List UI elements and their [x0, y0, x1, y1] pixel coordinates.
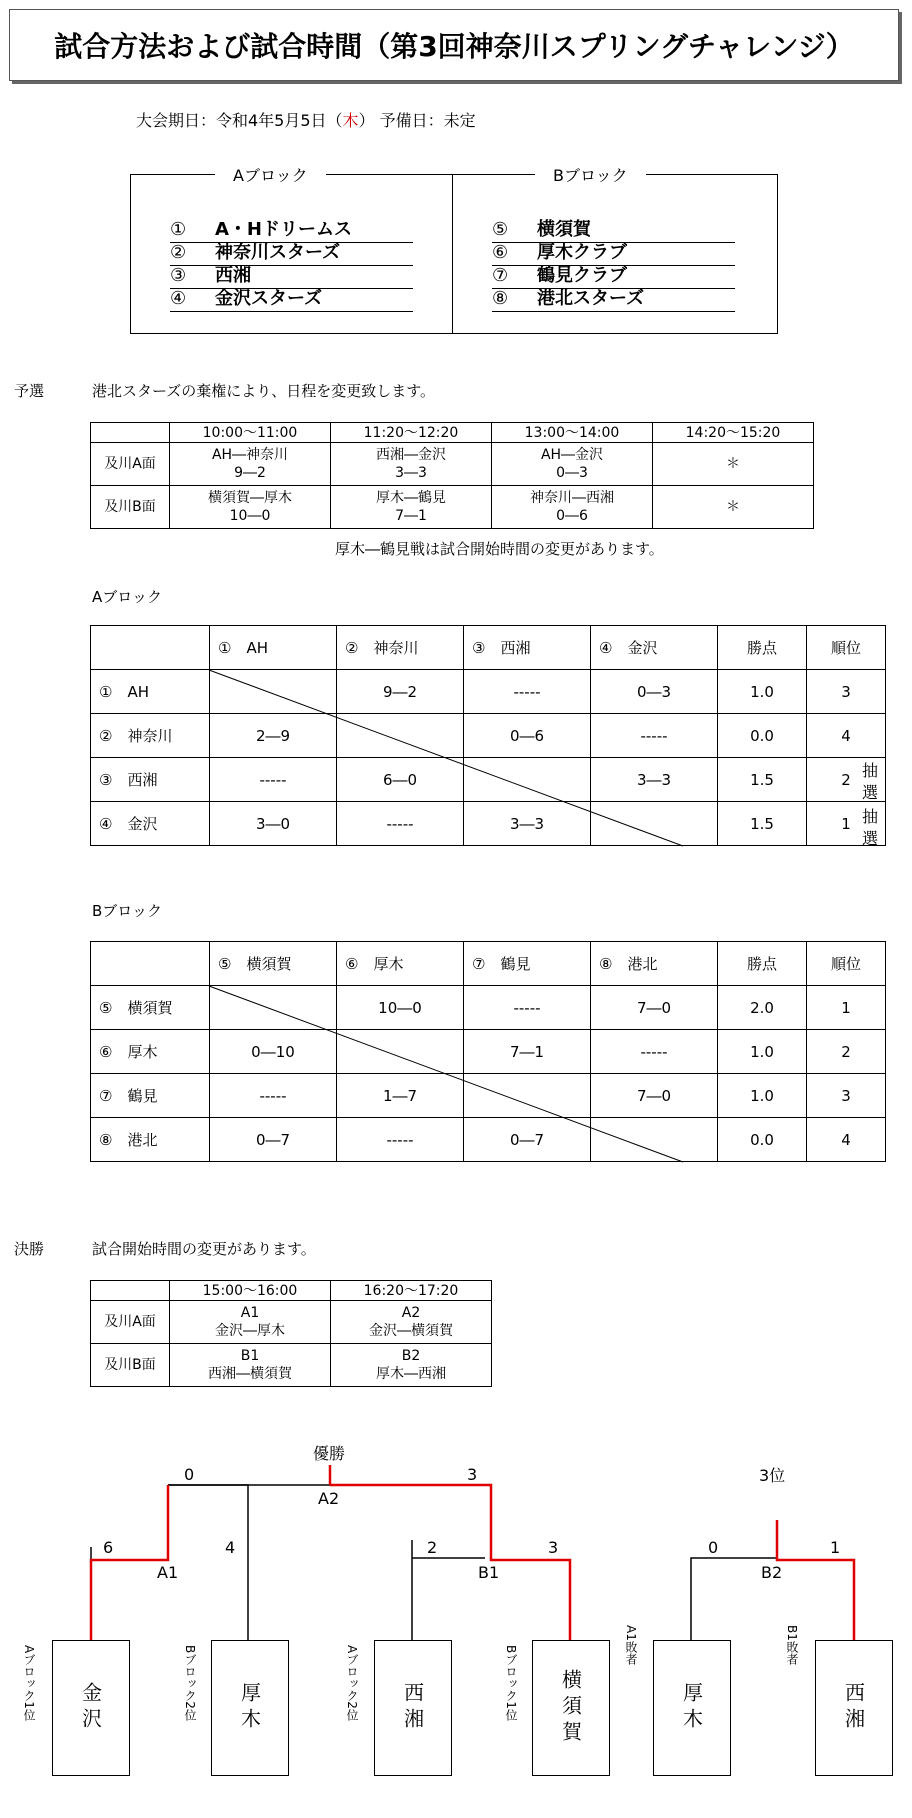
a2-label: A2: [318, 1489, 340, 1508]
match-cell: AH―神奈川 9―2: [170, 443, 331, 486]
seed-label: Bブロック2位: [183, 1645, 197, 1721]
match-cell: ＊: [653, 486, 814, 529]
table-row: ③ 西湘 ----- 6―0 3―3 1.5 2: [91, 758, 886, 802]
b1-right-score: 3: [548, 1538, 559, 1557]
time-header: 15:00～16:00: [170, 1281, 331, 1301]
court-label: 及川A面: [91, 443, 170, 486]
table-row: ② 神奈川 2―9 0―6 ----- 0.0 4: [91, 714, 886, 758]
time-header: 13:00～14:00: [492, 423, 653, 443]
column-header: ③ 西湘: [464, 626, 591, 670]
b2-left-score: 0: [708, 1538, 719, 1557]
column-header: ⑤ 横須賀: [210, 942, 337, 986]
b1-bracket-line: [412, 1540, 485, 1640]
prelim-footnote: 厚木―鶴見戦は試合開始時間の変更があります。: [335, 540, 664, 558]
team-box-yokosuka: 横須賀: [532, 1640, 610, 1776]
list-item: ⑦ 鶴見クラブ: [492, 266, 735, 289]
seed-label: Bブロック1位: [504, 1645, 518, 1721]
match-cell: A2 金沢―横須賀: [331, 1301, 492, 1344]
lottery-note-1: 抽選: [861, 761, 878, 802]
match-cell: 厚木―鶴見 7―1: [331, 486, 492, 529]
team-box-atsugi-2: 厚木: [653, 1640, 731, 1776]
champion-label: 優勝: [313, 1444, 346, 1463]
b1-label: B1: [478, 1563, 500, 1582]
b-grid-label: Bブロック: [92, 902, 162, 920]
match-cell: B2 厚木―西湘: [331, 1344, 492, 1387]
match-cell: 神奈川―西湘 0―6: [492, 486, 653, 529]
prelim-note: 港北スターズの棄権により、日程を変更致します。: [92, 382, 436, 400]
column-header: 勝点: [718, 942, 807, 986]
lottery-note-2: 抽選: [861, 807, 878, 848]
list-item: ③ 西湘: [170, 266, 413, 289]
win-path-yokosuka: [330, 1485, 570, 1640]
table-row: ④ 金沢 3―0 ----- 3―3 1.5 1: [91, 802, 886, 846]
column-header: ④ 金沢: [591, 626, 718, 670]
column-header: 順位: [807, 626, 886, 670]
match-cell: A1 金沢―厚木: [170, 1301, 331, 1344]
match-cell: 西湘―金沢 3―3: [331, 443, 492, 486]
seed-label: Aブロック2位: [345, 1645, 359, 1721]
column-header: ⑥ 厚木: [337, 942, 464, 986]
table-row: ⑧ 港北 0―7 ----- 0―7 0.0 4: [91, 1118, 886, 1162]
match-cell: 横須賀―厚木 10―0: [170, 486, 331, 529]
court-label: 及川A面: [91, 1301, 170, 1344]
b1-left-score: 2: [427, 1538, 438, 1557]
a1-left-score: 6: [103, 1538, 114, 1557]
team-box-seisho-2: 西湘: [815, 1640, 893, 1776]
team-box-atsugi: 厚木: [211, 1640, 289, 1776]
column-header: ① AH: [210, 626, 337, 670]
a1-label: A1: [157, 1563, 179, 1582]
time-header: 14:20～15:20: [653, 423, 814, 443]
seed-label: Aブロック1位: [22, 1645, 36, 1721]
column-header: ⑦ 鶴見: [464, 942, 591, 986]
list-item: ⑧ 港北スターズ: [492, 289, 735, 312]
a2-left-score: 0: [184, 1465, 195, 1484]
match-cell: B1 西湘―横須賀: [170, 1344, 331, 1387]
column-header: 順位: [807, 942, 886, 986]
match-cell: AH―金沢 0―3: [492, 443, 653, 486]
b-block-header: Bブロック: [535, 163, 646, 186]
court-label: 及川B面: [91, 1344, 170, 1387]
b2-right-score: 1: [830, 1538, 841, 1557]
page-title: 試合方法および試合時間（第3回神奈川スプリングチャレンジ）: [54, 30, 854, 63]
match-cell: ＊: [653, 443, 814, 486]
date-day: 木: [342, 111, 359, 130]
list-item: ① A・Hドリームス: [170, 220, 413, 243]
team-box-seisho: 西湘: [374, 1640, 452, 1776]
time-header: 16:20～17:20: [331, 1281, 492, 1301]
time-header: 10:00～11:00: [170, 423, 331, 443]
b2-label: B2: [761, 1563, 783, 1582]
list-item: ⑥ 厚木クラブ: [492, 243, 735, 266]
a1-bracket-line: [168, 1485, 248, 1640]
a1-right-score: 4: [225, 1538, 236, 1557]
table-row: ① AH 9―2 ----- 0―3 1.0 3: [91, 670, 886, 714]
a-grid-label: Aブロック: [92, 588, 162, 606]
column-header: ② 神奈川: [337, 626, 464, 670]
list-item: ④ 金沢スターズ: [170, 289, 413, 312]
team-box-kanazawa: 金沢: [52, 1640, 130, 1776]
final-note: 試合開始時間の変更があります。: [92, 1240, 316, 1258]
win-path-third: [777, 1520, 854, 1640]
column-header: 勝点: [718, 626, 807, 670]
table-row: ⑤ 横須賀 10―0 ----- 7―0 2.0 1: [91, 986, 886, 1030]
prelim-label: 予選: [14, 382, 45, 400]
seed-label: A1敗者: [624, 1625, 638, 1665]
table-row: ⑦ 鶴見 ----- 1―7 7―0 1.0 3: [91, 1074, 886, 1118]
third-place-label: 3位: [759, 1466, 786, 1485]
column-header: ⑧ 港北: [591, 942, 718, 986]
list-item: ⑤ 横須賀: [492, 220, 735, 243]
seed-label: B1敗者: [785, 1625, 799, 1665]
date-prefix: 大会期日：令和4年5月5日（: [136, 111, 343, 130]
court-label: 及川B面: [91, 486, 170, 529]
a2-right-score: 3: [467, 1465, 478, 1484]
a-block-header: Aブロック: [215, 163, 326, 186]
table-row: ⑥ 厚木 0―10 7―1 ----- 1.0 2: [91, 1030, 886, 1074]
date-suffix: ） 予備日：未定: [358, 111, 476, 130]
time-header: 11:20～12:20: [331, 423, 492, 443]
final-label: 決勝: [14, 1240, 45, 1258]
list-item: ② 神奈川スターズ: [170, 243, 413, 266]
